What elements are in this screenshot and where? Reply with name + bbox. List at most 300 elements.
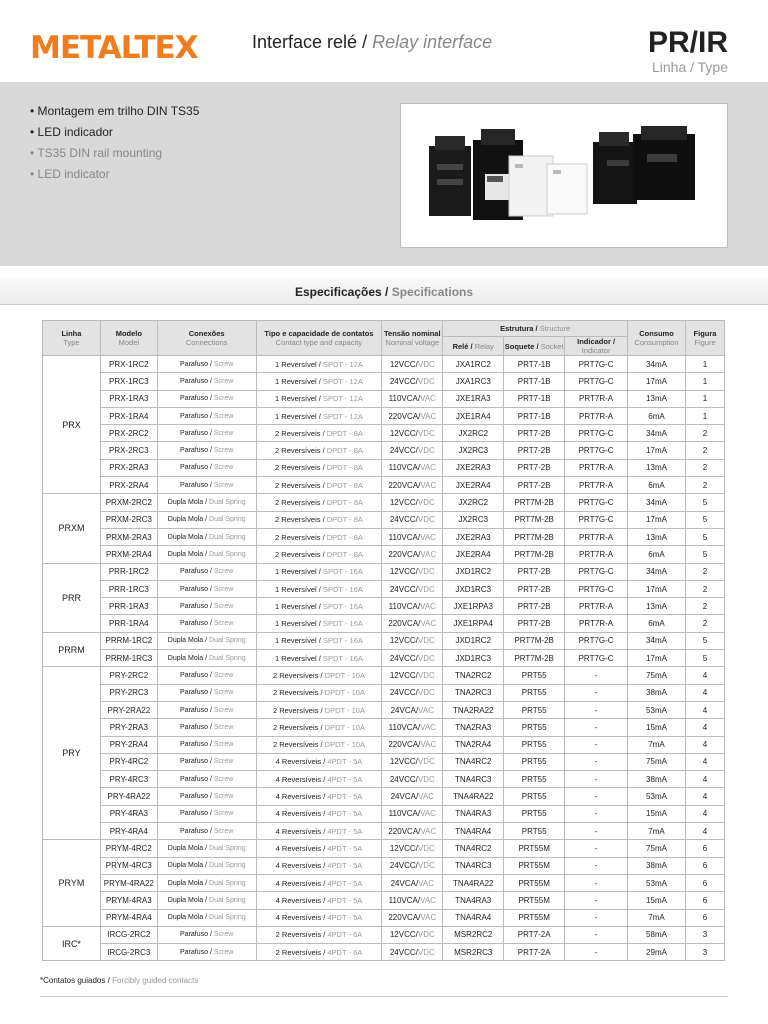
indicator-cell: PRT7G-C xyxy=(565,563,628,580)
table-row xyxy=(43,632,725,649)
contact-cell: 1 Reversível / SPDT - 16A xyxy=(256,598,382,615)
bottom-divider xyxy=(40,996,728,997)
table-row xyxy=(43,701,725,718)
consumption-cell: 34mA xyxy=(628,494,686,511)
model-cell: PRX-2RA4 xyxy=(100,477,157,494)
model-cell: PRXM-2RC2 xyxy=(100,494,157,511)
contact-cell: 1 Reversível / SPDT - 16A xyxy=(256,580,382,597)
socket-cell: PRT7-2A xyxy=(504,926,565,943)
connection-cell: Dupla Mola / Dual Spring xyxy=(157,546,256,563)
model-cell: PRX-1RC3 xyxy=(100,373,157,390)
voltage-cell: 12VCC/VDC xyxy=(382,667,443,684)
figure-cell: 6 xyxy=(685,874,724,891)
indicator-cell: - xyxy=(565,753,628,770)
consumption-cell: 29mA xyxy=(628,944,686,961)
contact-cell: 4 Reversíveis / 4PDT - 5A xyxy=(256,909,382,926)
model-cell: PRY-2RA4 xyxy=(100,736,157,753)
contact-cell: 1 Reversível / SPDT - 12A xyxy=(256,373,382,390)
section-title-separator: / xyxy=(381,285,392,299)
connection-cell: Dupla Mola / Dual Spring xyxy=(157,494,256,511)
relay-cell: JXA1RC2 xyxy=(443,356,504,373)
product-line-code: PR/IR xyxy=(647,26,728,59)
table-row xyxy=(43,926,725,943)
figure-cell: 4 xyxy=(685,788,724,805)
consumption-cell: 53mA xyxy=(628,701,686,718)
figure-cell: 2 xyxy=(685,563,724,580)
connection-cell: Parafuso / Screw xyxy=(157,598,256,615)
consumption-cell: 34mA xyxy=(628,563,686,580)
consumption-cell: 17mA xyxy=(628,442,686,459)
voltage-cell: 12VCC/VDC xyxy=(382,425,443,442)
connection-cell: Parafuso / Screw xyxy=(157,356,256,373)
contact-cell: 2 Reversíveis / DPDT - 8A xyxy=(256,494,382,511)
connection-cell: Parafuso / Screw xyxy=(157,736,256,753)
figure-cell: 4 xyxy=(685,719,724,736)
contact-cell: 4 Reversíveis / 4PDT - 5A xyxy=(256,771,382,788)
table-row xyxy=(43,944,725,961)
indicator-cell: PRT7R-A xyxy=(565,477,628,494)
relay-cell: TNA4RC3 xyxy=(443,771,504,788)
indicator-cell: PRT7R-A xyxy=(565,407,628,424)
table-row xyxy=(43,667,725,684)
indicator-cell: PRT7G-C xyxy=(565,494,628,511)
feature-item: • LED indicator xyxy=(30,167,110,181)
consumption-cell: 6mA xyxy=(628,477,686,494)
specifications-body xyxy=(43,356,725,961)
voltage-cell: 220VCA/VAC xyxy=(382,736,443,753)
table-row xyxy=(43,477,725,494)
consumption-cell: 53mA xyxy=(628,874,686,891)
contact-cell: 2 Reversíveis / 4PDT - 6A xyxy=(256,926,382,943)
connection-cell: Dupla Mola / Dual Spring xyxy=(157,909,256,926)
section-title-pt: Especificações xyxy=(294,285,382,299)
voltage-cell: 24VCC/VDC xyxy=(382,580,443,597)
figure-cell: 4 xyxy=(685,823,724,840)
socket-cell: PRT55 xyxy=(504,719,565,736)
socket-cell: PRT7M-2B xyxy=(504,528,565,545)
connection-cell: Parafuso / Screw xyxy=(157,442,256,459)
socket-cell: PRT7M-2B xyxy=(504,511,565,528)
contact-cell: 1 Reversível / SPDT - 12A xyxy=(256,407,382,424)
relay-cell: TNA4RA3 xyxy=(443,892,504,909)
socket-cell: PRT7-2B xyxy=(504,459,565,476)
connection-cell: Parafuso / Screw xyxy=(157,823,256,840)
consumption-cell: 15mA xyxy=(628,805,686,822)
page-header xyxy=(0,0,768,82)
connection-cell: Parafuso / Screw xyxy=(157,373,256,390)
indicator-cell: PRT7G-C xyxy=(565,650,628,667)
connection-cell: Dupla Mola / Dual Spring xyxy=(157,528,256,545)
product-line-label: Linha / Type xyxy=(651,59,728,75)
table-row xyxy=(43,563,725,580)
consumption-cell: 53mA xyxy=(628,788,686,805)
header-contacts: Tipo e capacidade de contatos Contact type and capacity xyxy=(256,321,382,356)
voltage-cell: 220VCA/VAC xyxy=(382,823,443,840)
connection-cell: Parafuso / Screw xyxy=(157,563,256,580)
indicator-cell: PRT7G-C xyxy=(565,632,628,649)
socket-cell: PRT55M xyxy=(504,909,565,926)
contact-cell: 4 Reversíveis / 4PDT - 5A xyxy=(256,857,382,874)
title-separator: / xyxy=(357,32,373,52)
line-cell: IRC* xyxy=(43,926,101,961)
consumption-cell: 7mA xyxy=(628,736,686,753)
connection-cell: Parafuso / Screw xyxy=(157,788,256,805)
socket-cell: PRT7M-2B xyxy=(504,546,565,563)
model-cell: PRY-4RA3 xyxy=(100,805,157,822)
contact-cell: 1 Reversível / SPDT - 16A xyxy=(256,632,382,649)
consumption-cell: 13mA xyxy=(628,390,686,407)
table-row xyxy=(43,580,725,597)
indicator-cell: PRT7R-A xyxy=(565,528,628,545)
figure-cell: 4 xyxy=(685,701,724,718)
voltage-cell: 110VCA/VAC xyxy=(382,390,443,407)
table-row xyxy=(43,442,725,459)
model-cell: PRY-2RA3 xyxy=(100,719,157,736)
voltage-cell: 24VCA/VAC xyxy=(382,788,443,805)
consumption-cell: 38mA xyxy=(628,857,686,874)
indicator-cell: PRT7R-A xyxy=(565,615,628,632)
consumption-cell: 34mA xyxy=(628,425,686,442)
relay-cell: TNA4RA22 xyxy=(443,788,504,805)
contact-cell: 1 Reversível / SPDT - 12A xyxy=(256,390,382,407)
figure-cell: 4 xyxy=(685,805,724,822)
voltage-cell: 24VCC/VDC xyxy=(382,511,443,528)
header-voltage: Tensão nominal Nominal voltage xyxy=(382,321,443,356)
header-connections: Conexões Connections xyxy=(157,321,256,356)
model-cell: PRY-4RC2 xyxy=(100,753,157,770)
section-title xyxy=(0,285,768,299)
figure-cell: 1 xyxy=(685,407,724,424)
voltage-cell: 24VCC/VDC xyxy=(382,650,443,667)
table-row xyxy=(43,356,725,373)
indicator-cell: PRT7R-A xyxy=(565,598,628,615)
figure-cell: 4 xyxy=(685,771,724,788)
figure-cell: 2 xyxy=(685,477,724,494)
consumption-cell: 58mA xyxy=(628,926,686,943)
table-row xyxy=(43,892,725,909)
model-cell: PRX-1RA3 xyxy=(100,390,157,407)
consumption-cell: 75mA xyxy=(628,840,686,857)
contact-cell: 4 Reversíveis / 4PDT - 5A xyxy=(256,753,382,770)
indicator-cell: - xyxy=(565,667,628,684)
indicator-cell: PRT7G-C xyxy=(565,425,628,442)
table-row xyxy=(43,598,725,615)
socket-cell: PRT55 xyxy=(504,805,565,822)
connection-cell: Dupla Mola / Dual Spring xyxy=(157,650,256,667)
table-row xyxy=(43,771,725,788)
relay-cell: TNA4RC2 xyxy=(443,753,504,770)
indicator-cell: - xyxy=(565,701,628,718)
model-cell: PRXM-2RA4 xyxy=(100,546,157,563)
voltage-cell: 12VCC/VDC xyxy=(382,753,443,770)
model-cell: PRYM-4RA4 xyxy=(100,909,157,926)
line-cell: PRR xyxy=(43,563,101,632)
contact-cell: 2 Reversíveis / DPDT - 8A xyxy=(256,459,382,476)
indicator-cell: PRT7G-C xyxy=(565,356,628,373)
relay-cell: TNA4RA3 xyxy=(443,805,504,822)
voltage-cell: 110VCA/VAC xyxy=(382,528,443,545)
voltage-cell: 24VCC/VDC xyxy=(382,944,443,961)
socket-cell: PRT55 xyxy=(504,753,565,770)
figure-cell: 5 xyxy=(685,632,724,649)
section-title-en: Specifications xyxy=(391,285,474,299)
header-line: Linha Type xyxy=(43,321,101,356)
voltage-cell: 24VCC/VDC xyxy=(382,771,443,788)
model-cell: PRX-2RC3 xyxy=(100,442,157,459)
relay-cell: JXE1RA3 xyxy=(443,390,504,407)
table-row xyxy=(43,736,725,753)
relay-cell: JXE1RPA4 xyxy=(443,615,504,632)
figure-cell: 2 xyxy=(685,615,724,632)
socket-cell: PRT7-2B xyxy=(504,580,565,597)
model-cell: PRRM-1RC3 xyxy=(100,650,157,667)
connection-cell: Parafuso / Screw xyxy=(157,425,256,442)
relay-cell: JXE2RA4 xyxy=(443,477,504,494)
connection-cell: Parafuso / Screw xyxy=(157,684,256,701)
model-cell: PRX-1RC2 xyxy=(100,356,157,373)
line-cell: PRYM xyxy=(43,840,101,926)
consumption-cell: 75mA xyxy=(628,667,686,684)
table-row xyxy=(43,373,725,390)
indicator-cell: - xyxy=(565,788,628,805)
socket-cell: PRT7-2B xyxy=(504,598,565,615)
voltage-cell: 24VCA/VAC xyxy=(382,701,443,718)
document-title xyxy=(252,32,492,53)
indicator-cell: PRT7R-A xyxy=(565,390,628,407)
indicator-cell: - xyxy=(565,857,628,874)
indicator-cell: PRT7G-C xyxy=(565,373,628,390)
consumption-cell: 6mA xyxy=(628,615,686,632)
socket-cell: PRT55 xyxy=(504,736,565,753)
table-row xyxy=(43,684,725,701)
model-cell: PRY-2RC3 xyxy=(100,684,157,701)
model-cell: PRRM-1RC2 xyxy=(100,632,157,649)
relay-cell: JXE2RA3 xyxy=(443,528,504,545)
relay-sockets-image xyxy=(401,104,727,247)
contact-cell: 2 Reversíveis / DPDT - 10A xyxy=(256,736,382,753)
contact-cell: 2 Reversíveis / DPDT - 8A xyxy=(256,425,382,442)
relay-cell: JXD1RC3 xyxy=(443,650,504,667)
model-cell: PRYM-4RC2 xyxy=(100,840,157,857)
table-row xyxy=(43,390,725,407)
socket-cell: PRT55 xyxy=(504,701,565,718)
indicator-cell: - xyxy=(565,684,628,701)
table-row xyxy=(43,788,725,805)
relay-cell: JX2RC2 xyxy=(443,425,504,442)
feature-item: • Montagem em trilho DIN TS35 xyxy=(30,104,200,118)
indicator-cell: - xyxy=(565,874,628,891)
indicator-cell: - xyxy=(565,805,628,822)
connection-cell: Parafuso / Screw xyxy=(157,944,256,961)
indicator-cell: - xyxy=(565,840,628,857)
line-cell: PRXM xyxy=(43,494,101,563)
feature-list xyxy=(30,104,199,188)
contact-cell: 4 Reversíveis / 4PDT - 5A xyxy=(256,892,382,909)
indicator-cell: PRT7G-C xyxy=(565,580,628,597)
consumption-cell: 17mA xyxy=(628,373,686,390)
header-relay: Relé / Relay xyxy=(443,337,504,356)
voltage-cell: 110VCA/VAC xyxy=(382,719,443,736)
table-row xyxy=(43,615,725,632)
voltage-cell: 12VCC/VDC xyxy=(382,840,443,857)
relay-cell: TNA2RC3 xyxy=(443,684,504,701)
title-en: Relay interface xyxy=(372,32,493,52)
contact-cell: 4 Reversíveis / 4PDT - 5A xyxy=(256,788,382,805)
contact-cell: 2 Reversíveis / DPDT - 8A xyxy=(256,477,382,494)
voltage-cell: 12VCC/VDC xyxy=(382,356,443,373)
voltage-cell: 24VCC/VDC xyxy=(382,857,443,874)
table-row xyxy=(43,650,725,667)
voltage-cell: 24VCA/VAC xyxy=(382,874,443,891)
table-row xyxy=(43,459,725,476)
relay-cell: JXA1RC3 xyxy=(443,373,504,390)
figure-cell: 1 xyxy=(685,373,724,390)
connection-cell: Parafuso / Screw xyxy=(157,580,256,597)
model-cell: PRYM-4RC3 xyxy=(100,857,157,874)
connection-cell: Parafuso / Screw xyxy=(157,459,256,476)
table-row xyxy=(43,511,725,528)
relay-cell: JXE2RA4 xyxy=(443,546,504,563)
relay-cell: TNA4RA4 xyxy=(443,823,504,840)
relay-cell: JX2RC2 xyxy=(443,494,504,511)
table-row xyxy=(43,753,725,770)
figure-cell: 4 xyxy=(685,667,724,684)
voltage-cell: 12VCC/VDC xyxy=(382,926,443,943)
voltage-cell: 220VCA/VAC xyxy=(382,477,443,494)
relay-cell: MSR2RC2 xyxy=(443,926,504,943)
contact-cell: 1 Reversível / SPDT - 12A xyxy=(256,356,382,373)
voltage-cell: 220VCA/VAC xyxy=(382,615,443,632)
socket-cell: PRT55M xyxy=(504,840,565,857)
socket-cell: PRT55M xyxy=(504,892,565,909)
relay-cell: MSR2RC3 xyxy=(443,944,504,961)
figure-cell: 2 xyxy=(685,459,724,476)
consumption-cell: 6mA xyxy=(628,546,686,563)
socket-cell: PRT7-2A xyxy=(504,944,565,961)
contact-cell: 4 Reversíveis / 4PDT - 5A xyxy=(256,823,382,840)
line-cell: PRX xyxy=(43,356,101,494)
consumption-cell: 34mA xyxy=(628,356,686,373)
voltage-cell: 220VCA/VAC xyxy=(382,546,443,563)
socket-cell: PRT55 xyxy=(504,823,565,840)
indicator-cell: PRT7R-A xyxy=(565,459,628,476)
contact-cell: 1 Reversível / SPDT - 16A xyxy=(256,650,382,667)
figure-cell: 6 xyxy=(685,892,724,909)
connection-cell: Dupla Mola / Dual Spring xyxy=(157,632,256,649)
product-photo xyxy=(400,103,728,248)
figure-cell: 5 xyxy=(685,494,724,511)
contact-cell: 2 Reversíveis / DPDT - 8A xyxy=(256,546,382,563)
footnote-pt: *Contatos guiados xyxy=(40,976,106,985)
indicator-cell: - xyxy=(565,719,628,736)
model-cell: PRY-2RA22 xyxy=(100,701,157,718)
figure-cell: 2 xyxy=(685,580,724,597)
consumption-cell: 17mA xyxy=(628,650,686,667)
consumption-cell: 13mA xyxy=(628,528,686,545)
consumption-cell: 75mA xyxy=(628,753,686,770)
contact-cell: 1 Reversível / SPDT - 16A xyxy=(256,563,382,580)
socket-cell: PRT55M xyxy=(504,857,565,874)
indicator-cell: PRT7G-C xyxy=(565,442,628,459)
consumption-cell: 38mA xyxy=(628,771,686,788)
contact-cell: 2 Reversíveis / DPDT - 10A xyxy=(256,701,382,718)
model-cell: PRXM-2RA3 xyxy=(100,528,157,545)
consumption-cell: 6mA xyxy=(628,407,686,424)
model-cell: PRY-2RC2 xyxy=(100,667,157,684)
consumption-cell: 13mA xyxy=(628,598,686,615)
relay-cell: JXE1RA4 xyxy=(443,407,504,424)
figure-cell: 4 xyxy=(685,753,724,770)
relay-cell: TNA4RA4 xyxy=(443,909,504,926)
connection-cell: Parafuso / Screw xyxy=(157,926,256,943)
socket-cell: PRT55 xyxy=(504,684,565,701)
figure-cell: 4 xyxy=(685,684,724,701)
figure-cell: 4 xyxy=(685,736,724,753)
voltage-cell: 110VCA/VAC xyxy=(382,598,443,615)
footnote xyxy=(40,976,198,985)
table-row xyxy=(43,857,725,874)
voltage-cell: 24VCC/VDC xyxy=(382,684,443,701)
connection-cell: Parafuso / Screw xyxy=(157,771,256,788)
connection-cell: Parafuso / Screw xyxy=(157,390,256,407)
socket-cell: PRT7-2B xyxy=(504,425,565,442)
figure-cell: 5 xyxy=(685,511,724,528)
relay-cell: JXE2RA3 xyxy=(443,459,504,476)
model-cell: PRX-1RA4 xyxy=(100,407,157,424)
socket-cell: PRT7-1B xyxy=(504,390,565,407)
connection-cell: Dupla Mola / Dual Spring xyxy=(157,892,256,909)
figure-cell: 5 xyxy=(685,546,724,563)
consumption-cell: 38mA xyxy=(628,684,686,701)
voltage-cell: 24VCC/VDC xyxy=(382,442,443,459)
model-cell: PRYM-4RA3 xyxy=(100,892,157,909)
relay-cell: JXE1RPA3 xyxy=(443,598,504,615)
figure-cell: 2 xyxy=(685,598,724,615)
connection-cell: Parafuso / Screw xyxy=(157,753,256,770)
connection-cell: Parafuso / Screw xyxy=(157,719,256,736)
consumption-cell: 15mA xyxy=(628,719,686,736)
relay-cell: JXD1RC2 xyxy=(443,632,504,649)
figure-cell: 6 xyxy=(685,909,724,926)
connection-cell: Parafuso / Screw xyxy=(157,477,256,494)
contact-cell: 2 Reversíveis / DPDT - 10A xyxy=(256,667,382,684)
header-socket: Soquete / Socket xyxy=(504,337,565,356)
relay-cell: TNA4RC3 xyxy=(443,857,504,874)
indicator-cell: - xyxy=(565,944,628,961)
table-row xyxy=(43,719,725,736)
figure-cell: 1 xyxy=(685,356,724,373)
figure-cell: 3 xyxy=(685,926,724,943)
table-row xyxy=(43,805,725,822)
line-cell: PRY xyxy=(43,667,101,840)
connection-cell: Dupla Mola / Dual Spring xyxy=(157,511,256,528)
model-cell: PRY-4RC3 xyxy=(100,771,157,788)
voltage-cell: 12VCC/VDC xyxy=(382,563,443,580)
consumption-cell: 15mA xyxy=(628,892,686,909)
socket-cell: PRT7-2B xyxy=(504,442,565,459)
socket-cell: PRT7-2B xyxy=(504,477,565,494)
header-structure: Estrutura / Structure xyxy=(443,321,628,337)
table-row xyxy=(43,407,725,424)
model-cell: IRCG-2RC2 xyxy=(100,926,157,943)
voltage-cell: 110VCA/VAC xyxy=(382,892,443,909)
socket-cell: PRT55 xyxy=(504,667,565,684)
consumption-cell: 7mA xyxy=(628,909,686,926)
figure-cell: 2 xyxy=(685,442,724,459)
footnote-en: Forcibly guided contacts xyxy=(112,976,199,985)
table-row xyxy=(43,546,725,563)
model-cell: PRYM-4RA22 xyxy=(100,874,157,891)
